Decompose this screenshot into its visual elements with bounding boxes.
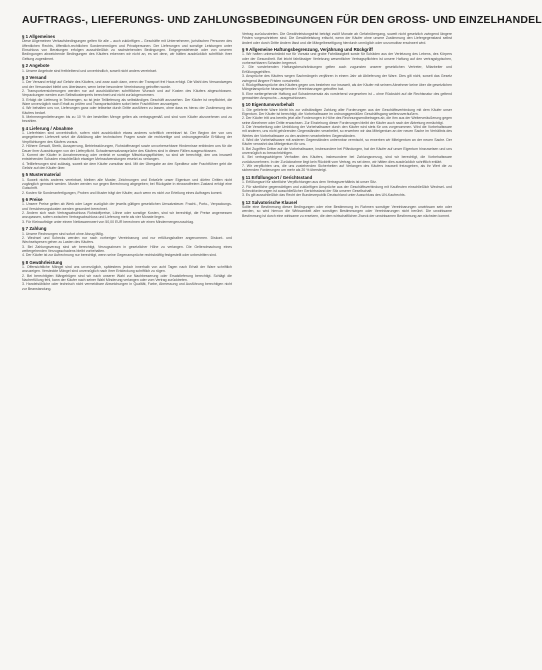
clause-paragraph: 7. Wir verpflichten uns, die uns zustehenden Sicherheiten auf Verlangen des Käufers insoweit freizugeben, als ihr Wert die zu sichernden Forderungen um mehr als 20 % übersteigt. — [242, 164, 452, 173]
clause-paragraph: 4. Teillieferungen sind zulässig, soweit sie dem Käufer zumutbar sind. Mit der Übergabe an den Spediteur oder Frachtführer geht die Gefahr auf den Käufer über. — [22, 161, 232, 170]
clause-paragraph: 2. Ändern sich nach Vertragsabschluss Rohstoffpreise, Löhne oder sonstige Kosten, sind wir berechtigt, die Preise angemessen anzupassen, sofern zwischen Vertragsabschluss und Lieferung mehr als vier Monate liegen. — [22, 211, 232, 220]
clause-heading: § 9 Allgemeine Haftungsbegrenzung, Verjährung und Rückgriff — [242, 47, 373, 53]
right-column — [242, 32, 452, 664]
clause-paragraph: 5. Eine weitergehende Haftung auf Schadensersatz als vorstehend vorgesehen ist – ohne Rücksicht auf die Rechtsnatur des geltend gemachten Anspruchs – ausgeschlossen. — [242, 91, 452, 100]
clause-section — [242, 175, 452, 198]
clause-paragraph: 1. Erfüllungsort für sämtliche Verpflichtungen aus dem Vertragsverhältnis ist unser Sitz. — [242, 180, 377, 185]
clause-paragraph: 2. Für sämtliche gegenwärtigen und zukünftigen Ansprüche aus der Geschäftsverbindung mit Kaufleuten einschließlich Wechsel- und Scheckforderungen ist ausschließlicher Gerichtsstand der Sitz unserer Gesellschaft. — [242, 184, 452, 193]
clause-paragraph: 3. Bei Zahlungsverzug sind wir berechtigt, Verzugszinsen in gesetzlicher Höhe zu verlangen. Die Geltendmachung eines weitergehenden Verzugsschadens bleibt vorbehalten. — [22, 244, 232, 253]
document-title: AUFTRAGS-, LIEFERUNGS- UND ZAHLUNGSBEDINGUNGEN FÜR DEN GROSS- UND EINZELHANDEL — [22, 14, 542, 26]
clause-paragraph: 5. Bei Zugriffen Dritter auf die Vorbehaltsware, insbesondere bei Pfändungen, hat der Käufer auf unser Eigentum hinzuweisen und uns unverzüglich zu benachrichtigen. — [242, 146, 452, 156]
clause-paragraph: 1. Offensichtliche Mängel sind uns unverzüglich, spätestens jedoch innerhalb von acht Tagen nach Erhalt der Ware schriftlich anzuzeigen. Versteckte Mängel sind unverzüglich nach ihrer Entdeckung schriftlich zu rügen. — [22, 265, 232, 274]
clause-section — [22, 75, 232, 124]
clause-section — [22, 172, 232, 195]
clause-paragraph: 3. Handelsübliche oder technisch nicht vermeidbare Abweichungen in Qualität, Farbe, Abmessung und Ausführung berechtigen nicht zur Beanstandung. — [22, 282, 232, 291]
clause-paragraph: 1. Unsere Angebote sind freibleibend und unverbindlich, soweit nicht anders vereinbart. — [22, 68, 158, 73]
clause-paragraph: 1. Die gelieferte Ware bleibt bis zur vollständigen Zahlung aller Forderungen aus der Geschäftsverbindung mit dem Käufer unser Eigentum. Der Käufer ist berechtigt, die Vorbehaltsware im ordnungsgemäßen Geschäftsgang weiterzuveräußern. — [242, 107, 452, 116]
clause-paragraph: 1. Lieferfristen sind unverbindlich, sofern nicht ausdrücklich etwas anderes schriftlich vereinbart ist. Der Beginn der von uns angegebenen Lieferzeit setzt die Abklärung aller technischen Fragen sowie die rechtzeitige und ordnungsgemäße Erfüllung der Verpflichtungen des Käufers voraus. — [22, 131, 232, 144]
clause-heading: § 7 Zahlung — [22, 226, 47, 232]
clause-section — [22, 260, 232, 291]
clause-paragraph: 5. Mehrmengenlieferungen bis zu 10 % der bestellten Menge gelten als vertragsgemäß und sind vom Käufer abzunehmen und zu bezahlen. — [22, 115, 232, 124]
left-column — [22, 32, 232, 664]
clause-paragraph: 2. Die vorstehenden Haftungsbeschränkungen gelten auch zugunsten unserer gesetzlichen Vertreter, Mitarbeiter und Erfüllungsgehilfen. — [242, 65, 452, 74]
clause-paragraph: 4. Der Käufer ist zur Aufrechnung nur berechtigt, wenn seine Gegenansprüche rechtskräftig festgestellt oder unbestritten sind. — [22, 253, 217, 258]
clause-paragraph: 1. Unsere Rechnungen sind sofort ohne Abzug fällig. — [22, 231, 104, 236]
clause-paragraph: 1. Wir haften unbeschränkt nur für Vorsatz und grobe Fahrlässigkeit sowie für Schäden aus der Verletzung des Lebens, des Körpers oder der Gesundheit. Bei leicht fahrlässiger Verletzung wesentlicher Vertragspflichten ist unsere Haftung auf den vertragstypischen, vorhersehbaren Schaden begrenzt. — [242, 52, 452, 66]
clause-paragraph: 3. Kommt der Käufer in Annahmeverzug oder verletzt er sonstige Mitwirkungspflichten, so sind wir berechtigt, den uns insoweit entstehenden Schaden einschließlich etwaiger Mehraufwendungen ersetzt zu verlangen. — [22, 152, 232, 162]
clause-paragraph: 1. Soweit nichts anderes vereinbart, bleiben alle Muster, Zeichnungen und Entwürfe unser Eigentum und dürfen Dritten nicht zugänglich gemacht werden. Muster werden nur gegen Berechnung abgegeben; bei Rückgabe in einwandfreiem Zustand erfolgt eine Gutschrift. — [22, 177, 232, 191]
clause-heading: § 5 Mustermaterial — [22, 172, 61, 178]
clause-heading: § 1 Allgemeines — [22, 34, 56, 39]
clause-paragraph: Diese Allgemeinen Verkaufsbedingungen gelten für alle – auch zukünftigen – Geschäfte mit Unternehmern, juristischen Personen des öffentlichen Rechts, öffentlich-rechtlichen Sondervermögen und Privatpersonen. Der Lieferungen und sonstige Leistungen unter Einschluss von Beratungen erfolgen ausschließlich zu nachstehenden Bedingungen. Entgegenstehende oder von unseren Bedingungen abweichende Bedingungen des Käufers erkennen wir nicht an, es sei denn, wir hätten ausdrücklich schriftlich ihrer Geltung zugestimmt. — [22, 39, 232, 61]
clause-paragraph: 3. Ansprüche des Käufers wegen Sachmängeln verjähren in einem Jahr ab Ablieferung der Ware. Dies gilt nicht, soweit das Gesetz zwingend längere Fristen vorschreibt. — [242, 74, 452, 83]
clause-heading: § 12 Salvatorische Klausel — [242, 199, 298, 205]
clause-paragraph: 6. Bei vertragswidrigem Verhalten des Käufers, insbesondere bei Zahlungsverzug, sind wir berechtigt, die Vorbehaltsware zurückzunehmen. In der Zurücknahme liegt kein Rücktritt vom Vertrag, es sei denn, wir hätten dies ausdrücklich schriftlich erklärt. — [242, 155, 452, 164]
clause-paragraph: 2. Transportversicherungen werden nur auf ausdrücklichen schriftlichen Wunsch und auf Kosten des Käufers abgeschlossen. Verpackungen werden zum Selbstkostenpreis berechnet und nicht zurückgenommen. — [22, 88, 232, 98]
clause-heading: § 11 Erfüllungsort / Gerichtsstand — [242, 174, 313, 180]
text-columns — [22, 32, 452, 664]
clause-section — [242, 32, 452, 45]
clause-heading: § 8 Gewährleistung — [22, 259, 63, 265]
clause-section — [22, 63, 232, 73]
clause-paragraph: 3. Es gilt ausschließlich das Recht der Bundesrepublik Deutschland unter Ausschluss des UN-Kaufrechts. — [242, 193, 406, 198]
clause-heading: § 10 Eigentumsvorbehalt — [242, 102, 294, 108]
clause-section — [22, 197, 232, 224]
clause-section — [22, 126, 232, 171]
clause-paragraph: 3. Erfolgt die Lieferung in Teilmengen, so ist jede Teillieferung als selbständiges Geschäft anzusehen. Der Käufer ist verpflichtet, die Ware unverzüglich nach Erhalt zu prüfen und Transportschäden sofort beim Frachtführer anzuzeigen. — [22, 97, 232, 106]
clause-paragraph: 3. Die Verarbeitung oder Umbildung der Vorbehaltsware durch den Käufer wird stets für uns vorgenommen. Wird die Vorbehaltsware mit anderen, uns nicht gehörenden Gegenständen verarbeitet, so erwerben wir das Miteigentum an der neuen Sache im Verhältnis des Wertes der Vorbehaltsware zu den anderen verarbeiteten Gegenständen. — [242, 125, 452, 138]
clause-section — [242, 200, 452, 218]
clause-paragraph: 3. Für Kleinaufträge unter einem Nettowarenwert von 50,00 EUR berechnen wir einen Mindermengenzuschlag. — [22, 219, 194, 224]
clause-paragraph: 4. Rückgriffsansprüche des Käufers gegen uns bestehen nur insoweit, als der Käufer mit seinem Abnehmer keine über die gesetzlichen Mängelansprüche hinausgehenden Vereinbarungen getroffen hat. — [242, 82, 452, 92]
clause-paragraph: 1. Unsere Preise gelten ab Werk oder Lager zuzüglich der jeweils gültigen gesetzlichen Umsatzsteuer. Fracht-, Porto-, Verpackungs- und Versicherungskosten werden gesondert berechnet. — [22, 202, 232, 211]
clause-heading: § 3 Versand — [22, 74, 47, 80]
clause-paragraph: 2. Der Käufer tritt uns bereits jetzt alle Forderungen in Höhe des Rechnungsendbetrages ab, die ihm aus der Weiterveräußerung gegen seine Abnehmer oder Dritte erwachsen. Zur Einziehung dieser Forderungen bleibt der Käufer auch nach der Abtretung ermächtigt. — [242, 116, 452, 125]
clause-section — [22, 226, 232, 257]
clause-paragraph: 1. Der Versand erfolgt auf Gefahr des Käufers, und zwar auch dann, wenn der Transport frei Haus erfolgt. Die Wahl des Versandweges und der Versandart bleibt uns überlassen, wenn keine besondere Vereinbarung getroffen wurde. — [22, 80, 232, 89]
clause-paragraph: 2. Wechsel und Schecks werden nur nach vorheriger Vereinbarung und nur erfüllungshalber angenommen. Diskont- und Wechselspesen gehen zu Lasten des Käufers. — [22, 235, 232, 245]
clause-paragraph: 4. Wir behalten uns vor, Lieferungen ganz oder teilweise durch Dritte ausführen zu lassen, ohne dass es hierzu der Zustimmung des Käufers bedarf. — [22, 106, 232, 115]
clause-heading: § 6 Preise — [22, 197, 43, 202]
clause-paragraph: 2. Höhere Gewalt, Streik, Aussperrung, Betriebsstörungen, Rohstoffmangel sowie unvorhersehbare Hindernisse entbinden uns für die Dauer ihrer Auswirkungen von der Lieferpflicht. Schadensersatzansprüche des Käufers sind in diesen Fällen ausgeschlossen. — [22, 144, 232, 153]
clause-heading: § 2 Angebote — [22, 63, 50, 69]
clause-heading: § 4 Lieferung / Abnahme — [22, 125, 73, 131]
clause-paragraph: Vertrag zurückzutreten. Die Gewährleistungsfrist beträgt zwölf Monate ab Gefahrübergang, soweit nicht gesetzlich zwingend längere Fristen vorgeschrieben sind. Die Gewährleistung erlischt, wenn der Käufer ohne unsere Zustimmung den Liefergegenstand selbst ändert oder durch Dritte ändern lässt und die Mängelbeseitigung hierdurch unmöglich oder unzumutbar erschwert wird. — [242, 32, 452, 45]
clause-paragraph: 4. Wird die Vorbehaltsware mit anderen Gegenständen untrennbar vermischt, so erwerben wir Miteigentum an der neuen Sache. Der Käufer verwahrt das Miteigentum für uns. — [242, 138, 452, 147]
clause-paragraph: 2. Kosten für Sonderanfertigungen, Proben und Muster trägt der Käufer, auch wenn es nicht zur Erteilung eines Auftrages kommt. — [22, 190, 223, 195]
clause-section — [242, 102, 452, 173]
clause-section — [22, 34, 232, 61]
clause-section — [242, 47, 452, 100]
clause-paragraph: Sollte eine Bestimmung dieser Bedingungen oder eine Bestimmung im Rahmen sonstiger Vereinbarungen unwirksam sein oder werden, so wird hiervon die Wirksamkeit aller sonstigen Bestimmungen oder Vereinbarungen nicht berührt. Die unwirksame Bestimmung ist durch eine wirksame zu ersetzen, die dem wirtschaftlichen Zweck der unwirksamen Bestimmung am nächsten kommt. — [242, 204, 452, 218]
clause-paragraph: 2. Bei berechtigten Mängelrügen sind wir nach unserer Wahl zur Nachbesserung oder Ersatzlieferung berechtigt. Schlägt die Nacherfüllung fehl, kann der Käufer nach seiner Wahl Minderung verlangen oder vom Vertrag zurücktreten. — [22, 273, 232, 283]
